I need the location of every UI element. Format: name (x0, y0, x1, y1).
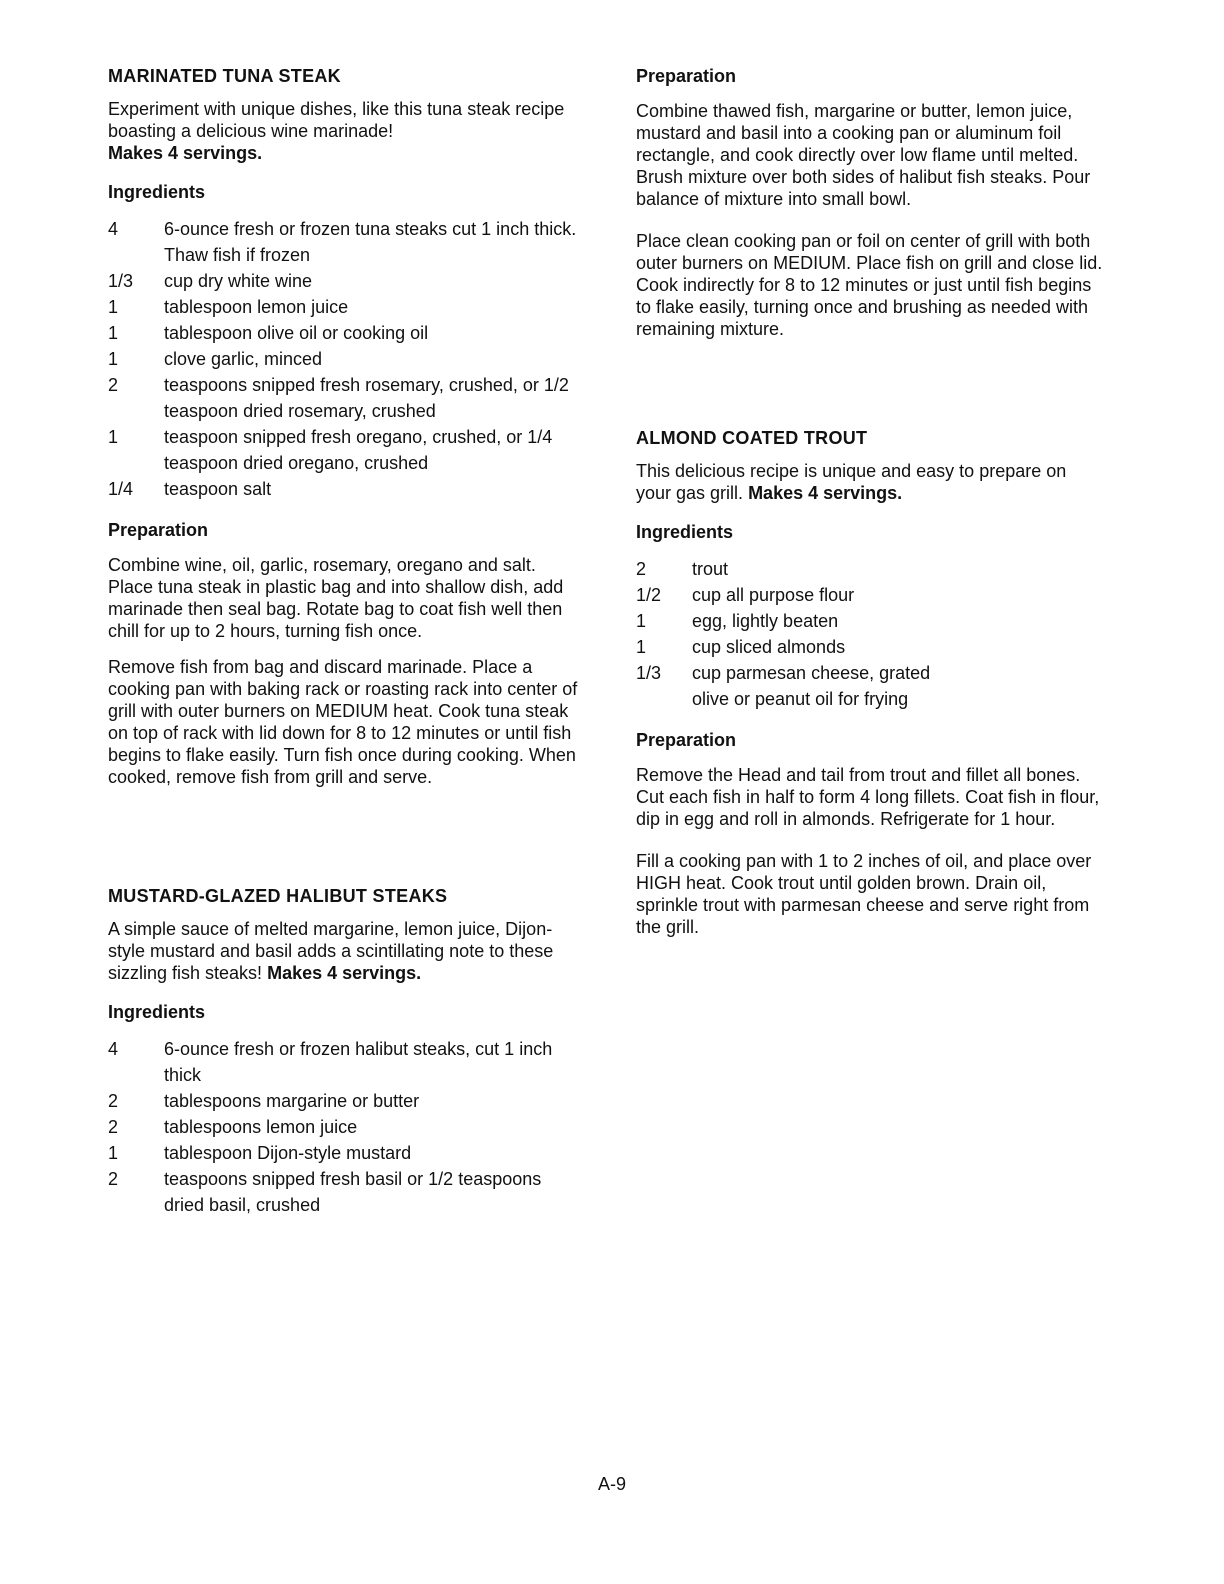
preparation-step: Remove fish from bag and discard marinade. Place a cooking pan with baking rack or roasting rack into center of grill with outer burners on MEDIUM heat. Cook tuna steak on top of rack with lid down for 8 to 12 minutes or until fish begins to flake easily. Turn fish once during cooking. When cooked, remove fish from grill and serve. (108, 657, 578, 787)
ingredients-heading: Ingredients (636, 522, 734, 542)
ingredient-quantity: 2 (636, 559, 647, 579)
preparation-heading: Preparation (636, 66, 737, 86)
ingredient-description: clove garlic, minced (164, 349, 323, 369)
ingredient-description: 6-ounce fresh or frozen halibut steaks, cut 1 inch thick (164, 1039, 553, 1085)
ingredient-item (108, 268, 578, 294)
right-column (636, 64, 1106, 952)
ingredient-description: egg, lightly beaten (692, 611, 839, 631)
ingredient-quantity: 1 (636, 637, 647, 657)
ingredient-item (108, 1140, 578, 1166)
ingredient-quantity: 4 (108, 219, 119, 239)
ingredient-description: tablespoon olive oil or cooking oil (164, 323, 429, 343)
ingredient-quantity: 1/3 (636, 663, 662, 683)
ingredient-item (108, 1114, 578, 1140)
intro-text: This delicious recipe is unique and easy to prepare on your gas grill. (636, 461, 1067, 503)
ingredient-quantity: 1 (108, 349, 119, 369)
ingredient-quantity: 2 (108, 1117, 119, 1137)
ingredient-quantity: 1/3 (108, 271, 134, 291)
ingredient-quantity: 2 (108, 1169, 119, 1189)
recipe-intro (108, 98, 578, 164)
preparation-heading: Preparation (636, 730, 737, 750)
ingredient-item (636, 686, 1106, 712)
servings-text: Makes 4 servings. (267, 963, 422, 983)
ingredient-quantity: 1/2 (636, 585, 662, 605)
ingredient-description: tablespoon lemon juice (164, 297, 349, 317)
ingredient-description: cup parmesan cheese, grated (692, 663, 931, 683)
ingredient-description: cup sliced almonds (692, 637, 846, 657)
ingredient-quantity: 1 (108, 1143, 119, 1163)
ingredients-list (636, 556, 1106, 712)
ingredient-quantity: 1 (108, 323, 119, 343)
recipe-trout (636, 426, 1106, 938)
ingredient-quantity: 2 (108, 375, 119, 395)
recipe-title: ALMOND COATED TROUT (636, 428, 868, 448)
ingredient-quantity: 1 (108, 427, 119, 447)
ingredient-item (108, 1166, 578, 1218)
preparation-step: Remove the Head and tail from trout and fillet all bones. Cut each fish in half to form 4 long fillets. Coat fish in flour, dip in egg and roll in almonds. Refrigerate for 1 hour. (636, 765, 1100, 829)
ingredient-description: olive or peanut oil for frying (692, 689, 909, 709)
ingredient-item (108, 424, 578, 476)
ingredient-description: trout (692, 559, 729, 579)
preparation-step: Combine wine, oil, garlic, rosemary, oregano and salt. Place tuna steak in plastic bag and into shallow dish, add marinade then seal bag. Rotate bag to coat fish well then chill for up to 2 hours, turning fish once. (108, 555, 564, 641)
ingredient-quantity: 1/4 (108, 479, 134, 499)
recipe-intro (636, 460, 1106, 504)
ingredient-quantity (636, 686, 692, 712)
ingredient-description: teaspoons snipped fresh basil or 1/2 teaspoons dried basil, crushed (164, 1169, 542, 1215)
ingredients-heading: Ingredients (108, 182, 206, 202)
ingredient-description: tablespoons lemon juice (164, 1117, 358, 1137)
ingredient-description: tablespoons margarine or butter (164, 1091, 420, 1111)
ingredient-description: teaspoon snipped fresh oregano, crushed, or 1/4 teaspoon dried oregano, crushed (164, 427, 553, 473)
ingredient-description: teaspoon salt (164, 479, 272, 499)
ingredient-item (108, 216, 578, 268)
ingredient-item (108, 1088, 578, 1114)
ingredient-quantity: 1 (108, 297, 119, 317)
ingredient-item (636, 556, 1106, 582)
ingredient-quantity: 2 (108, 1091, 119, 1111)
ingredient-item (636, 634, 1106, 660)
intro-text: A simple sauce of melted margarine, lemon juice, Dijon-style mustard and basil adds a scintillating note to these sizzling fish steaks! (108, 919, 554, 983)
recipe-title: MUSTARD-GLAZED HALIBUT STEAKS (108, 886, 448, 906)
preparation-step: Place clean cooking pan or foil on center of grill with both outer burners on MEDIUM. Place fish on grill and close lid. Cook indirectly for 8 to 12 minutes or just until fish begins to flake easily, turning once and brushing as needed with remaining mixture. (636, 231, 1103, 339)
ingredient-quantity: 4 (108, 1039, 119, 1059)
preparation-heading: Preparation (108, 520, 209, 540)
servings-text: Makes 4 servings. (108, 143, 263, 163)
ingredient-item (108, 372, 578, 424)
recipe-title: MARINATED TUNA STEAK (108, 66, 341, 86)
ingredient-item (636, 608, 1106, 634)
ingredients-list (108, 216, 578, 502)
ingredient-description: tablespoon Dijon-style mustard (164, 1143, 412, 1163)
ingredient-description: 6-ounce fresh or frozen tuna steaks cut 1 inch thick. Thaw fish if frozen (164, 219, 577, 265)
recipe-halibut (108, 884, 578, 1218)
ingredients-list (108, 1036, 578, 1218)
ingredient-item (108, 476, 578, 502)
ingredient-item (636, 582, 1106, 608)
ingredients-heading: Ingredients (108, 1002, 206, 1022)
servings-text: Makes 4 servings. (748, 483, 903, 503)
ingredient-quantity: 1 (636, 611, 647, 631)
page-number: A-9 (597, 1474, 626, 1494)
ingredient-description: teaspoons snipped fresh rosemary, crushed, or 1/2 teaspoon dried rosemary, crushed (164, 375, 569, 421)
ingredient-item (108, 320, 578, 346)
recipe-tuna (108, 64, 578, 788)
ingredient-item (636, 660, 1106, 686)
left-column (108, 64, 578, 1234)
ingredient-item (108, 1036, 578, 1088)
preparation-step: Combine thawed fish, margarine or butter, lemon juice, mustard and basil into a cooking pan or aluminum foil rectangle, and cook directly over low flame until melted. Brush mixture over both sides of halibut fish steaks. Pour balance of mixture into small bowl. (636, 101, 1091, 209)
recipe-intro (108, 918, 578, 984)
intro-text: Experiment with unique dishes, like this tuna steak recipe boasting a delicious wine marinade! (108, 99, 565, 141)
ingredient-description: cup all purpose flour (692, 585, 855, 605)
recipe-halibut-preparation (636, 64, 1106, 340)
preparation-step: Fill a cooking pan with 1 to 2 inches of oil, and place over HIGH heat. Cook trout until golden brown. Drain oil, sprinkle trout with parmesan cheese and serve right from the grill. (636, 851, 1092, 937)
ingredient-item (108, 294, 578, 320)
ingredient-description: cup dry white wine (164, 271, 313, 291)
ingredient-item (108, 346, 578, 372)
